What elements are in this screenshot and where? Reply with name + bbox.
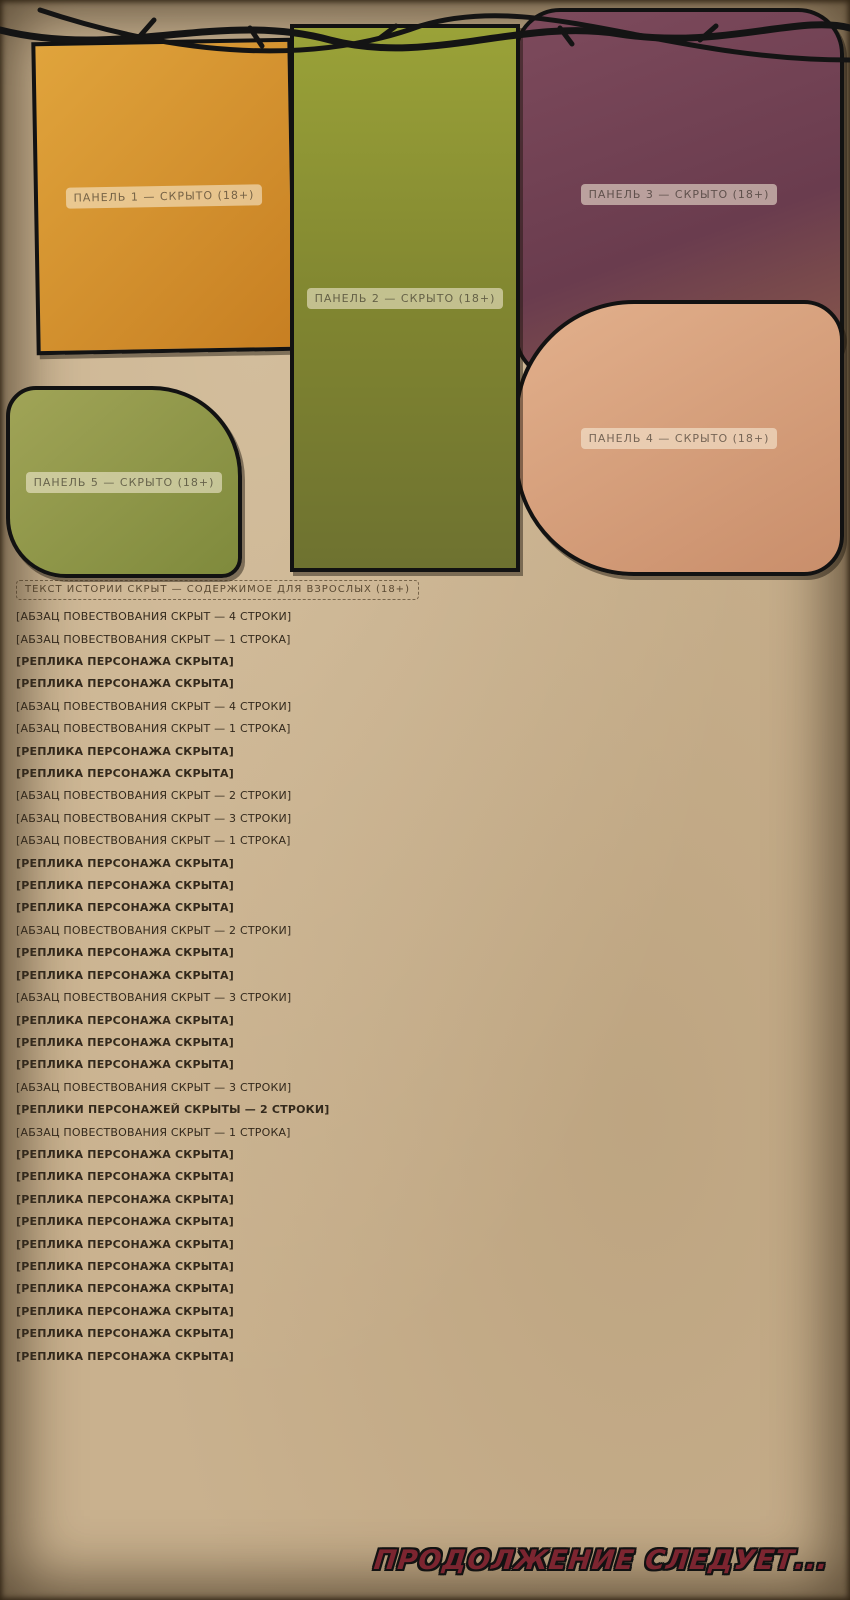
story-line: [АБЗАЦ ПОВЕСТВОВАНИЯ СКРЫТ — 4 СТРОКИ] [16, 610, 292, 624]
story-line: [АБЗАЦ ПОВЕСТВОВАНИЯ СКРЫТ — 2 СТРОКИ] [16, 923, 292, 937]
story-line: [РЕПЛИКА ПЕРСОНАЖА СКРЫТА] [16, 655, 234, 668]
story-line: [РЕПЛИКА ПЕРСОНАЖА СКРЫТА] [16, 1013, 234, 1027]
story-line: [АБЗАЦ ПОВЕСТВОВАНИЯ СКРЫТ — 1 СТРОКА] [16, 632, 291, 646]
comic-art-area [0, 0, 850, 572]
story-line: [РЕПЛИКИ ПЕРСОНАЖЕЙ СКРЫТЫ — 2 СТРОКИ] [16, 1103, 330, 1117]
comic-panel-left [31, 38, 296, 355]
story-line: [РЕПЛИКА ПЕРСОНАЖА СКРЫТА] [16, 1349, 234, 1363]
story-line: [РЕПЛИКА ПЕРСОНАЖА СКРЫТА] [16, 767, 234, 781]
story-line: [АБЗАЦ ПОВЕСТВОВАНИЯ СКРЫТ — 1 СТРОКА] [16, 834, 291, 848]
story-line: [РЕПЛИКА ПЕРСОНАЖА СКРЫТА] [16, 1058, 234, 1072]
story-line: [РЕПЛИКА ПЕРСОНАЖА СКРЫТА] [16, 744, 234, 758]
comic-panel-middle [290, 24, 520, 572]
story-lines-container [16, 610, 836, 1363]
redaction-notice: ТЕКСТ ИСТОРИИ СКРЫТ — СОДЕРЖИМОЕ ДЛЯ ВЗРОСЛЫХ (18+) [16, 580, 419, 600]
story-line: [АБЗАЦ ПОВЕСТВОВАНИЯ СКРЫТ — 1 СТРОКА] [16, 1125, 291, 1139]
story-line: [РЕПЛИКА ПЕРСОНАЖА СКРЫТА] [16, 879, 234, 893]
comic-panel-bottom-left [6, 386, 242, 578]
story-line: [РЕПЛИКА ПЕРСОНАЖА СКРЫТА] [16, 677, 234, 691]
story-line: [АБЗАЦ ПОВЕСТВОВАНИЯ СКРЫТ — 1 СТРОКА] [16, 722, 291, 736]
panel-redaction-label: ПАНЕЛЬ 5 — СКРЫТО (18+) [26, 472, 223, 493]
panel-redaction-label: ПАНЕЛЬ 4 — СКРЫТО (18+) [581, 428, 778, 449]
story-line: [РЕПЛИКА ПЕРСОНАЖА СКРЫТА] [16, 856, 234, 870]
story-line: [АБЗАЦ ПОВЕСТВОВАНИЯ СКРЫТ — 2 СТРОКИ] [16, 789, 292, 803]
story-line: [АБЗАЦ ПОВЕСТВОВАНИЯ СКРЫТ — 3 СТРОКИ] [16, 1080, 292, 1094]
story-line: [АБЗАЦ ПОВЕСТВОВАНИЯ СКРЫТ — 3 СТРОКИ] [16, 991, 292, 1005]
panel-redaction-label: ПАНЕЛЬ 3 — СКРЫТО (18+) [581, 184, 778, 205]
comic-panel-bottom-right [514, 300, 844, 576]
to-be-continued-logo: ПРОДОЛЖЕНИЕ СЛЕДУЕТ... [371, 1545, 830, 1576]
story-line: [АБЗАЦ ПОВЕСТВОВАНИЯ СКРЫТ — 4 СТРОКИ] [16, 699, 292, 713]
story-line: [РЕПЛИКА ПЕРСОНАЖА СКРЫТА] [16, 968, 234, 982]
story-line: [РЕПЛИКА ПЕРСОНАЖА СКРЫТА] [16, 1327, 234, 1341]
story-line: [РЕПЛИКА ПЕРСОНАЖА СКРЫТА] [16, 1215, 234, 1229]
story-line: [РЕПЛИКА ПЕРСОНАЖА СКРЫТА] [16, 1170, 234, 1184]
story-text-area [16, 580, 836, 1510]
story-line: [РЕПЛИКА ПЕРСОНАЖА СКРЫТА] [16, 901, 234, 915]
story-line: [РЕПЛИКА ПЕРСОНАЖА СКРЫТА] [16, 1259, 234, 1273]
story-line: [РЕПЛИКА ПЕРСОНАЖА СКРЫТА] [16, 946, 234, 960]
panel-redaction-label: ПАНЕЛЬ 2 — СКРЫТО (18+) [307, 288, 504, 309]
panel-redaction-label: ПАНЕЛЬ 1 — СКРЫТО (18+) [65, 184, 262, 208]
story-line: [РЕПЛИКА ПЕРСОНАЖА СКРЫТА] [16, 1237, 234, 1251]
story-line: [РЕПЛИКА ПЕРСОНАЖА СКРЫТА] [16, 1035, 234, 1049]
story-line: [РЕПЛИКА ПЕРСОНАЖА СКРЫТА] [16, 1304, 234, 1318]
story-line: [АБЗАЦ ПОВЕСТВОВАНИЯ СКРЫТ — 3 СТРОКИ] [16, 811, 292, 825]
story-line: [РЕПЛИКА ПЕРСОНАЖА СКРЫТА] [16, 1192, 234, 1206]
story-line: [РЕПЛИКА ПЕРСОНАЖА СКРЫТА] [16, 1282, 234, 1296]
story-line: [РЕПЛИКА ПЕРСОНАЖА СКРЫТА] [16, 1147, 234, 1161]
